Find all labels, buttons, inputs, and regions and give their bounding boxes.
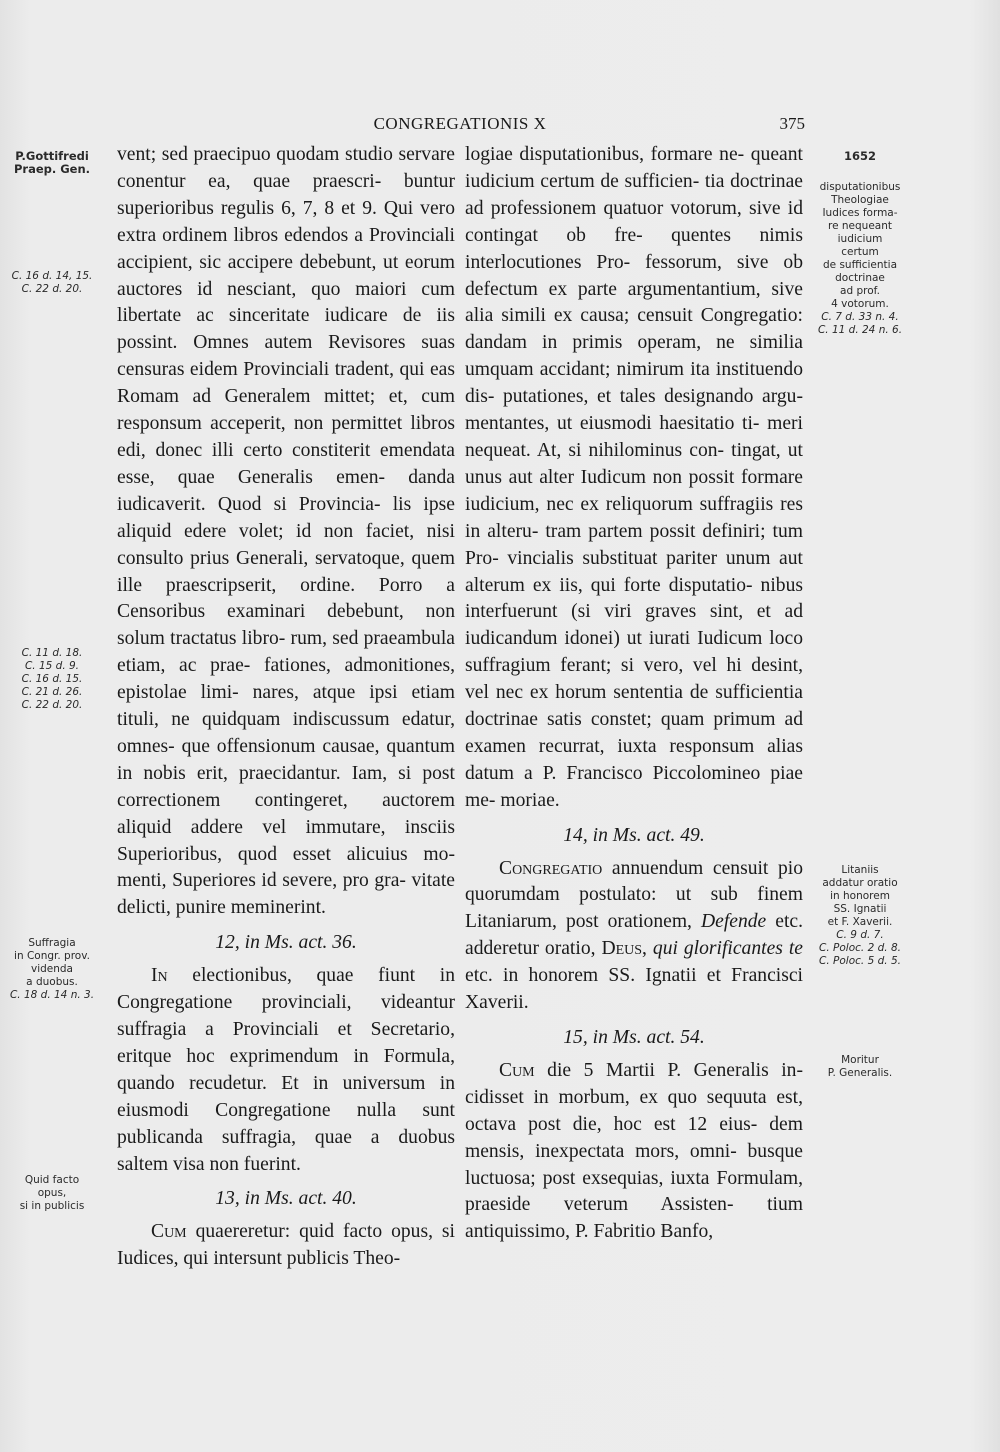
margin-line: si in publicis: [19, 1200, 85, 1212]
margin-line: in Congr. prov.: [14, 950, 90, 962]
margin-line: SS. Ignatii: [833, 903, 887, 915]
paragraph-text: quaereretur: quid facto opus, si Iudices, qui intersunt publicis Theo-: [117, 1221, 455, 1270]
margin-ref-line: C. 16 d. 14, 15.: [11, 270, 93, 282]
text-column-left: [117, 142, 455, 1273]
margin-ref-line: C. 11 d. 24 n. 6.: [817, 324, 903, 336]
margin-note-author-title: Praep. Gen.: [13, 162, 91, 176]
margin-line: addatur oratio: [822, 877, 898, 889]
initial-word: Cum: [499, 1059, 535, 1081]
paragraph: [465, 856, 803, 1017]
margin-line: iudicium: [837, 233, 883, 245]
margin-note-author-name: P.Gottifredi: [15, 149, 89, 163]
margin-line: a duobus.: [26, 976, 78, 988]
margin-line: Theologiae: [831, 194, 889, 206]
margin-ref-line: C. 18 d. 14 n. 3.: [9, 989, 95, 1001]
margin-note-ref-2: [6, 647, 98, 712]
section-heading-15: 15, in Ms. act. 54.: [563, 1027, 705, 1048]
paragraph-text: die 5 Martii P. Generalis in- cidisset in morbum, ex quo sequuta est, octava post die, hoc est 12 eius- dem mensis, inexpectata mors, omni- busque luctuosa; post exsequias, iuxta Formulam, praeside veterum Assisten- tium antiquissimo, P. Fabritio Banfo,: [465, 1059, 803, 1243]
margin-ref-line: C. 22 d. 20.: [21, 283, 83, 295]
section-heading-14: 14, in Ms. act. 49.: [563, 824, 705, 846]
paragraph-text: etc. in honorem SS. Ignatii et Francisci Xaverii.: [465, 965, 803, 1014]
margin-ref-line: C. Poloc. 5 d. 5.: [819, 955, 901, 967]
paragraph-smallcaps: Deus,: [601, 938, 647, 960]
paragraph-italic: Defende: [700, 911, 767, 933]
margin-note-disputationibus: [812, 181, 908, 337]
margin-ref-line: C. 7 d. 33 n. 4.: [821, 311, 899, 323]
margin-line: de sufficientia: [822, 259, 897, 271]
margin-line: certum: [841, 246, 879, 258]
running-title: CONGREGATIONIS X: [373, 114, 547, 133]
paragraph: logiae disputationibus, formare ne- queant iudicium certum de sufficien- tia doctrinae ad professionem quatuor votorum, sive id contingat ob fre- quentes nimis interlocutiones Pro- fessorum, sive ob defectum ex parte argumentantium, sive alia simili ex causa; censuit Congregatio: dandam in primis operam, ne similia umquam accidant; nimirum ita instituendo dis- putationes, et tales designando argu- mentantes, ut eiusmodi haesitatio ti- meri nequeat. At, si nihilominus con- tingat, ut unus aut alter Iudicum non possit formare iudicium, nec ex reliquorum suffragiis res in alteru- tram partem possit definiri; tum Pro- vincialis substituat pariter unum aut alterum ex iis, qui forte disputatio- nibus interfuerunt (si viri graves sint, et ad iudicandum idonei) ut iurati Iudicum loco suffragium ferant; si vero, vel hi desint, vel nec ex horum sententia de sufficientia doctrinae satis constet; quam primum ad examen recurrat, iuxta responsum alias datum a P. Francisco Piccolomineo piae me- moriae.: [465, 144, 803, 811]
initial-word: In: [151, 965, 168, 987]
margin-ref-line: C. 11 d. 18.: [21, 647, 83, 659]
margin-note-quid-facto: [6, 1174, 98, 1213]
year-label: 1652: [843, 149, 876, 163]
margin-line: Quid facto: [24, 1174, 80, 1186]
margin-note-year: [812, 150, 908, 163]
paragraph: [117, 963, 455, 1178]
margin-ref-line: C. 21 d. 26.: [21, 686, 83, 698]
initial-word: Congregatio: [499, 857, 603, 879]
margin-line: Litaniis: [841, 864, 879, 876]
margin-line: Suffragia: [28, 937, 76, 949]
page-number: 375: [779, 114, 805, 133]
margin-line: videnda: [30, 963, 73, 975]
margin-line: P. Generalis.: [827, 1067, 893, 1079]
section-heading-12: 12, in Ms. act. 36.: [215, 932, 357, 954]
paragraph-text: etc. adderetur oratio,: [465, 911, 803, 960]
margin-note-suffragia: [6, 937, 98, 1002]
margin-note-author: [6, 150, 98, 176]
initial-word: Cum: [151, 1221, 187, 1243]
margin-line: in honorem: [830, 890, 890, 902]
margin-ref-line: C. 16 d. 15.: [21, 673, 83, 685]
paragraph: [465, 1058, 803, 1246]
margin-line: Moritur: [841, 1054, 879, 1066]
margin-ref-line: C. 9 d. 7.: [836, 929, 884, 941]
text-column-right: [465, 142, 803, 1246]
margin-line: Iudices forma-: [822, 207, 898, 219]
margin-note-ref-1: [6, 270, 98, 296]
margin-line: doctrinae: [835, 272, 885, 284]
margin-note-litaniis: [812, 864, 908, 968]
paragraph-italic: qui glorificantes te: [652, 938, 803, 960]
margin-line: disputationibus: [819, 181, 901, 193]
paragraph-text: electionibus, quae fiunt in Congregatione provinciali, videantur suffragia a Provinciali et Secretario, eritque hoc exprimendum in Formula, quando recudetur. Et in universum in eiusmodi Congregatione nulla sunt publicanda suffragia, quae a duobus saltem visa non fuerint.: [117, 965, 455, 1175]
margin-line: et F. Xaverii.: [827, 916, 893, 928]
paragraph: vent; sed praecipuo quodam studio servare conentur ea, quae praescri- buntur superioribus regulis 6, 7, 8 et 9. Qui vero extra ordinem libros edendos a Provinciali accipient, sic accipere debebunt, ut eorum auctores id nesciant, quo maiori cum libertate ac sinceritate iudicare de iis possint. Omnes autem Revisores suas censuras eidem Provinciali tradent, qui eas Romam ad Generalem mittet; et, cum responsum acceperit, non permittet libros edi, donec illi certo constiterit emendata esse, quae Generalis emen- danda iudicaverit. Quod si Provincia- lis ipse aliquid edere volet; id non faciet, nisi consulto prius Generali, servatoque, quem ille praescripserit, ordine. Porro a Censoribus examinari debebunt, non solum tractatus libro- rum, sed praeambula etiam, ac prae- fationes, admonitiones, epistolae limi- nares, atque ipsi etiam tituli, ne quidquam indiscussum edatur, omnes- que offensionum causae, quantum in nobis erit, praecidantur. Iam, si post correctionem contingeret, auctorem aliquid addere vel immutare, insciis Superioribus, quod esset alicuius mo- menti, Superiores id severe, pro gra- vitate delicti, punire meminerint.: [117, 144, 455, 919]
margin-note-moritur: [812, 1054, 908, 1080]
paragraph: [117, 1219, 455, 1273]
section-heading-13: 13, in Ms. act. 40.: [215, 1188, 357, 1210]
margin-ref-line: C. 22 d. 20.: [21, 699, 83, 711]
margin-line: 4 votorum.: [831, 298, 889, 310]
margin-line: ad prof.: [840, 285, 880, 297]
margin-ref-line: C. Poloc. 2 d. 8.: [819, 942, 901, 954]
paragraph-text: annuendum censuit pio quorumdam postulato: ut sub finem Litaniarum, post orationem,: [465, 857, 803, 933]
margin-ref-line: C. 15 d. 9.: [24, 660, 80, 672]
margin-line: opus,: [37, 1187, 67, 1199]
margin-line: re nequeant: [828, 220, 892, 232]
